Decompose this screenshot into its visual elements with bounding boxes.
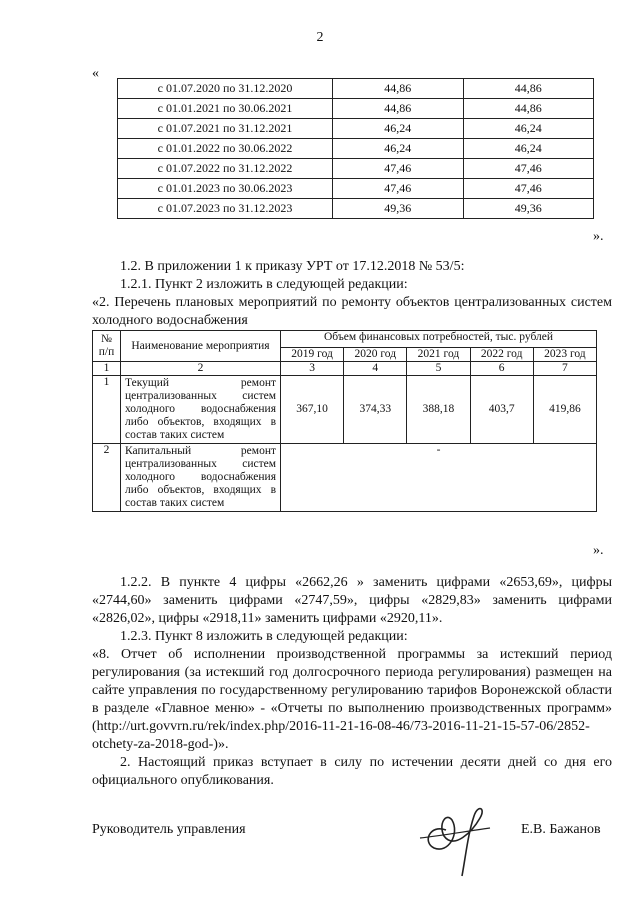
period-cell: с 01.07.2022 по 31.12.2022: [118, 159, 333, 179]
value-cell: 47,46: [333, 179, 464, 199]
row-value: 367,10: [281, 376, 344, 444]
rates-table: [117, 78, 594, 219]
page-number: 2: [316, 30, 324, 45]
col-index: 1: [93, 362, 121, 376]
row-value: 419,86: [533, 376, 596, 444]
col-index: 7: [533, 362, 596, 376]
period-cell: с 01.07.2023 по 31.12.2023: [118, 199, 333, 219]
row-dash: -: [281, 444, 597, 512]
section-1-2-2: 1.2.2. В пункте 4 цифры «2662,26 » заменить цифрами «2653,69», цифры «2744,60» заменить цифрами «2747,59», цифры «2829,83» заменить цифрами «2826,02», цифры «2918,11» заменить цифрами «2920,11».: [92, 575, 612, 626]
value-cell: 46,24: [463, 119, 594, 139]
section-2: 2. Настоящий приказ вступает в силу по истечении десяти дней со дня его официального опубликования.: [92, 755, 612, 788]
table-row: [118, 179, 594, 199]
period-cell: с 01.07.2020 по 31.12.2020: [118, 79, 333, 99]
row-name: Текущий ремонт централизованных систем холодного водоснабжения либо объектов, входящих в состав таких систем: [121, 376, 281, 444]
col-index: 5: [407, 362, 470, 376]
year-header: 2019 год: [281, 348, 344, 362]
section-1-2-1: 1.2.1. Пункт 2 изложить в следующей редакции:: [120, 277, 408, 292]
item-2-title: «2. Перечень плановых мероприятий по ремонту объектов централизованных систем холодного водоснабжения: [92, 295, 612, 328]
table-row: [118, 119, 594, 139]
table-row: [93, 444, 597, 512]
item-8-text: «8. Отчет об исполнении производственной программы за истекший период регулирования (за истекший год долгосрочного периода регулирования) размещен на сайте управления по государственному регулированию тарифов Воронежской области в разделе «Главное меню» - «Отчеты по выполнению производственных программ» (http://urt.govvrn.ru/rek/index.php/2016-11-21-16-08-46/73-2016-11-21-15-57-06/2852-otchety-za-2018-god-)».: [92, 647, 612, 752]
period-cell: с 01.01.2021 по 30.06.2021: [118, 99, 333, 119]
year-header: 2021 год: [407, 348, 470, 362]
col-index: 6: [470, 362, 533, 376]
year-header: 2023 год: [533, 348, 596, 362]
row-value: 388,18: [407, 376, 470, 444]
signer-position: Руководитель управления: [92, 822, 246, 837]
header-num: № п/п: [93, 331, 121, 362]
value-cell: 47,46: [333, 159, 464, 179]
table-row: [118, 99, 594, 119]
row-value: 403,7: [470, 376, 533, 444]
table-row: [118, 199, 594, 219]
section-1-2: 1.2. В приложении 1 к приказу УРТ от 17.12.2018 № 53/5:: [120, 259, 465, 274]
period-cell: с 01.07.2021 по 31.12.2021: [118, 119, 333, 139]
period-cell: с 01.01.2023 по 30.06.2023: [118, 179, 333, 199]
value-cell: 47,46: [463, 179, 594, 199]
year-header: 2022 год: [470, 348, 533, 362]
value-cell: 44,86: [333, 79, 464, 99]
table-row: [118, 139, 594, 159]
table-row: [118, 79, 594, 99]
value-cell: 44,86: [463, 79, 594, 99]
value-cell: 49,36: [463, 199, 594, 219]
value-cell: 46,24: [333, 119, 464, 139]
value-cell: 44,86: [463, 99, 594, 119]
value-cell: 46,24: [463, 139, 594, 159]
header-name: Наименование мероприятия: [121, 331, 281, 362]
value-cell: 44,86: [333, 99, 464, 119]
value-cell: 47,46: [463, 159, 594, 179]
value-cell: 46,24: [333, 139, 464, 159]
col-index: 4: [344, 362, 407, 376]
plan-table: [92, 330, 597, 512]
col-index: 3: [281, 362, 344, 376]
table-row: [118, 159, 594, 179]
year-header: 2020 год: [344, 348, 407, 362]
opening-quote: «: [92, 66, 99, 81]
section-1-2-3: 1.2.3. Пункт 8 изложить в следующей редакции:: [120, 629, 408, 644]
closing-quote-rates: ».: [593, 229, 604, 244]
col-index: 2: [121, 362, 281, 376]
header-volume: Объем финансовых потребностей, тыс. рублей: [281, 331, 597, 348]
table-row: [93, 376, 597, 444]
row-value: 374,33: [344, 376, 407, 444]
signer-name: Е.В. Бажанов: [521, 822, 601, 837]
row-num: 1: [93, 376, 121, 444]
closing-quote-plan: ».: [593, 543, 604, 558]
value-cell: 49,36: [333, 199, 464, 219]
signature-image: [408, 790, 518, 880]
period-cell: с 01.01.2022 по 30.06.2022: [118, 139, 333, 159]
row-num: 2: [93, 444, 121, 512]
row-name: Капитальный ремонт централизованных систем холодного водоснабжения либо объектов, входящих в состав таких систем: [121, 444, 281, 512]
